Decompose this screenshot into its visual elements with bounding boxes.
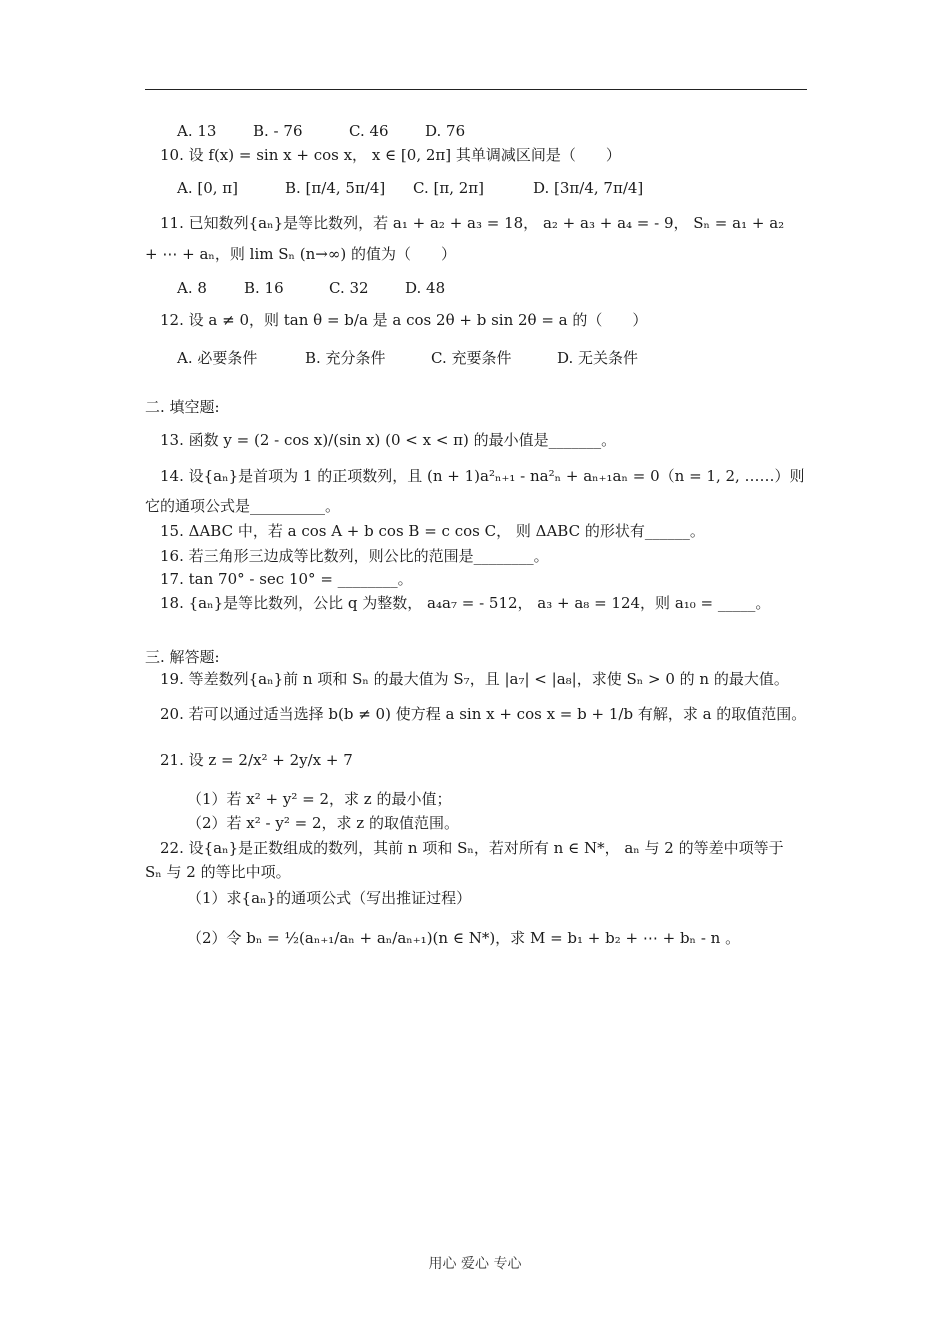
option-b: B. - 76 [253, 122, 303, 140]
question-16: 16. 若三角形三边成等比数列，则公比的范围是________。 [160, 547, 549, 565]
question-21: 21. 设 z = 2/x² + 2y/x + 7 [160, 751, 353, 769]
question-12: 12. 设 a ≠ 0，则 tan θ = b/a 是 a cos 2θ + b sin 2θ = a 的（ ） [160, 311, 648, 329]
question-20: 20. 若可以通过适当选择 b(b ≠ 0) 使方程 a sin x + cos x = b + 1/b 有解，求 a 的取值范围。 [160, 705, 807, 723]
option-c: C. 充要条件 [431, 349, 512, 367]
question-14-line2: 它的通项公式是__________。 [145, 497, 341, 515]
option-c: C. [π, 2π] [413, 179, 484, 197]
option-d: D. 无关条件 [557, 349, 639, 367]
question-22-line1: 22. 设{aₙ}是正数组成的数列，其前 n 项和 Sₙ，若对所有 n ∈ N*， aₙ 与 2 的等差中项等于 [160, 839, 784, 857]
question-11-line1: 11. 已知数列{aₙ}是等比数列，若 a₁ + a₂ + a₃ = 18， a₂ + a₃ + a₄ = - 9， Sₙ = a₁ + a₂ [160, 214, 785, 232]
option-c: C. 32 [329, 279, 369, 297]
option-a: A. [0, π] [177, 179, 239, 197]
option-b: B. [π/4, 5π/4] [285, 179, 386, 197]
option-d: D. [3π/4, 7π/4] [533, 179, 644, 197]
question-19: 19. 等差数列{aₙ}前 n 项和 Sₙ 的最大值为 S₇，且 |a₇| < |a₈|，求使 Sₙ > 0 的 n 的最大值。 [160, 670, 789, 688]
option-d: D. 76 [425, 122, 466, 140]
question-21-part2: （2）若 x² - y² = 2，求 z 的取值范围。 [187, 814, 459, 832]
page-footer: 用心 爱心 专心 [428, 1256, 522, 1272]
section-solve-title: 三. 解答题: [145, 648, 220, 666]
question-14-line1: 14. 设{aₙ}是首项为 1 的正项数列，且 (n + 1)a²ₙ₊₁ - na²ₙ + aₙ₊₁aₙ = 0（n = 1, 2, ……）则 [160, 467, 805, 485]
option-b: B. 16 [244, 279, 284, 297]
option-c: C. 46 [349, 122, 389, 140]
option-b: B. 充分条件 [305, 349, 386, 367]
question-10: 10. 设 f(x) = sin x + cos x， x ∈ [0, 2π] 其单调减区间是（ ） [160, 146, 621, 164]
question-22-line2: Sₙ 与 2 的等比中项。 [145, 863, 291, 881]
option-d: D. 48 [405, 279, 446, 297]
question-17: 17. tan 70° - sec 10° = ________。 [160, 570, 413, 588]
question-18: 18. {aₙ}是等比数列，公比 q 为整数， a₄a₇ = - 512， a₃ + a₈ = 124，则 a₁₀ = _____。 [160, 594, 771, 612]
q10-options [177, 178, 643, 198]
question-22-part2: （2）令 bₙ = ½(aₙ₊₁/aₙ + aₙ/aₙ₊₁)(n ∈ N*)，求 M = b₁ + b₂ + ⋯ + bₙ - n 。 [187, 929, 741, 947]
option-a: A. 8 [177, 279, 207, 297]
option-a: A. 必要条件 [177, 349, 258, 367]
section-fill-title: 二. 填空题: [145, 398, 220, 416]
question-11-line2: + ⋯ + aₙ，则 lim Sₙ (n→∞) 的值为（ ） [145, 245, 456, 263]
question-15: 15. ΔABC 中，若 a cos A + b cos B = c cos C， 则 ΔABC 的形状有______。 [160, 522, 705, 540]
option-a: A. 13 [177, 122, 217, 140]
q11-options [177, 278, 445, 298]
header-rule [145, 89, 807, 90]
q9-options [177, 121, 465, 141]
question-21-part1: （1）若 x² + y² = 2，求 z 的最小值； [187, 790, 452, 808]
question-13: 13. 函数 y = (2 - cos x)/(sin x) (0 < x < π) 的最小值是_______。 [160, 431, 617, 449]
q12-options [177, 348, 638, 368]
question-22-part1: （1）求{aₙ}的通项公式（写出推证过程） [187, 889, 472, 907]
